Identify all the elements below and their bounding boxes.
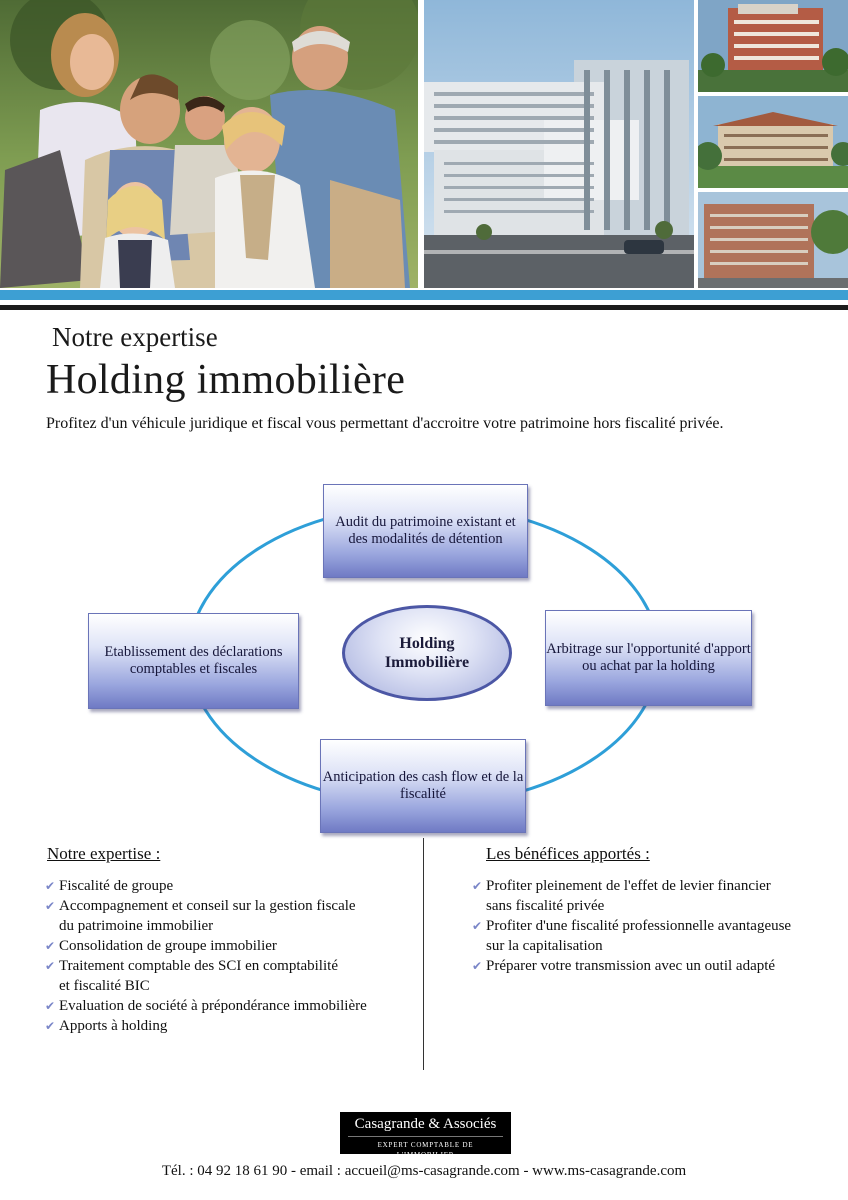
benefits-heading: Les bénéfices apportés :	[486, 844, 650, 863]
residential-building-photo-1	[698, 0, 848, 92]
list-item-line: sur la capitalisation	[486, 938, 603, 954]
list-item	[45, 936, 415, 956]
list-item	[472, 916, 844, 956]
accent-stripe	[0, 290, 848, 300]
list-item-line: Traitement comptable des SCI en comptabilité	[59, 958, 338, 974]
check-icon: ✔	[45, 939, 56, 953]
check-icon: ✔	[45, 1019, 56, 1033]
list-item-line: Profiter pleinement de l'effet de levier financier	[486, 878, 771, 894]
list-item-line: Profiter d'une fiscalité professionnelle avantageuse	[486, 918, 792, 934]
photo-banner	[0, 0, 848, 292]
center-holding	[342, 605, 512, 701]
dark-stripe	[0, 305, 848, 310]
benefits-list	[472, 876, 844, 976]
page-title: Holding immobilière	[46, 357, 406, 403]
check-icon: ✔	[45, 899, 56, 913]
list-item-line: Apports à holding	[59, 1018, 168, 1034]
logo-tagline: EXPERT COMPTABLE DE L'IMMOBILIER	[348, 1136, 503, 1160]
contact-line: Tél. : 04 92 18 61 90 - email : accueil@ms-casagrande.com - www.ms-casagrande.com	[161, 1163, 687, 1179]
list-item-line: Evaluation de société à prépondérance immobilière	[59, 998, 367, 1014]
list-item	[45, 996, 415, 1016]
list-item	[45, 896, 415, 936]
holding-diagram	[0, 470, 848, 850]
list-item-line: sans fiscalité privée	[486, 898, 605, 914]
list-item-line: Préparer votre transmission avec un outil adapté	[486, 958, 776, 974]
family-photo	[0, 0, 418, 288]
column-divider	[423, 838, 424, 1070]
center-line-2: Immobilière	[384, 654, 470, 671]
expertise-heading: Notre expertise :	[47, 844, 161, 863]
section-kicker: Notre expertise	[52, 322, 218, 352]
check-icon: ✔	[45, 999, 56, 1013]
logo-name: Casagrande & Associés	[354, 1116, 497, 1132]
list-item	[45, 956, 415, 996]
list-item	[45, 876, 415, 896]
step-arbitrage: Arbitrage sur l'opportunité d'apport ou achat par la holding	[545, 610, 752, 706]
list-item	[472, 876, 844, 916]
office-tower-photo	[424, 0, 694, 288]
expertise-list	[45, 876, 415, 1036]
step-anticipation: Anticipation des cash flow et de la fiscalité	[320, 739, 526, 833]
list-item-line: Accompagnement et conseil sur la gestion fiscale	[59, 898, 356, 914]
list-item-line: Fiscalité de groupe	[59, 878, 174, 894]
list-item	[472, 956, 844, 976]
list-item-line: Consolidation de groupe immobilier	[59, 938, 277, 954]
center-line-1: Holding	[399, 635, 455, 652]
check-icon: ✔	[472, 919, 483, 933]
company-logo	[340, 1112, 511, 1159]
list-item-line: du patrimoine immobilier	[59, 918, 214, 934]
check-icon: ✔	[45, 879, 56, 893]
step-audit: Audit du patrimoine existant et des modalités de détention	[323, 484, 528, 578]
check-icon: ✔	[472, 959, 483, 973]
residential-building-photo-2	[698, 96, 848, 188]
intro-text: Profitez d'un véhicule juridique et fiscal vous permettant d'accroitre votre patrimoine hors fiscalité privée.	[46, 415, 724, 432]
step-declarations: Etablissement des déclarations comptables et fiscales	[88, 613, 299, 709]
list-item-line: et fiscalité BIC	[59, 978, 150, 994]
check-icon: ✔	[45, 959, 56, 973]
residential-building-photo-3	[698, 192, 848, 288]
list-item	[45, 1016, 415, 1036]
check-icon: ✔	[472, 879, 483, 893]
